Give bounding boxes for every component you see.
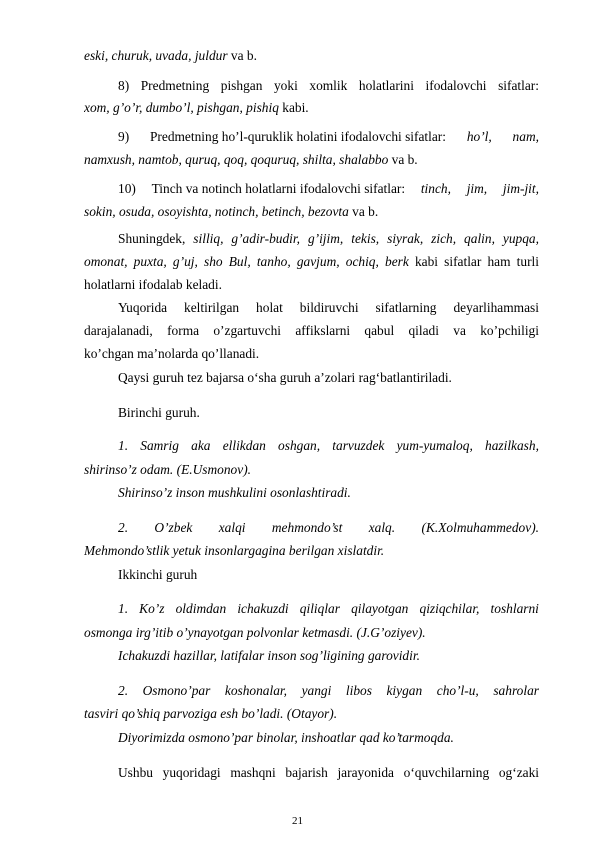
- word: 1.: [118, 601, 129, 616]
- text-line: [118, 483, 539, 503]
- text-line: [118, 298, 539, 318]
- text-line: [84, 704, 539, 724]
- word: tarvuzdek: [332, 438, 385, 453]
- word: Ushbu: [118, 765, 153, 780]
- text-line: [84, 460, 539, 480]
- text-segment: osmonga irg’itib o’ynayotgan polvonlar ketmasdi. (J.G’oziyev).: [84, 625, 426, 640]
- word: affikslarni: [295, 323, 351, 338]
- word: darajalanadi,: [84, 323, 153, 338]
- word: jim-jit,: [502, 181, 539, 196]
- word: mehmondo’st: [271, 520, 343, 535]
- word: aka: [191, 438, 211, 453]
- word: yangi: [301, 683, 332, 698]
- word: Shuningdek,: [118, 231, 186, 246]
- text-line: [84, 202, 539, 222]
- text-segment: eski, churuk, uvada, juldur: [84, 48, 228, 63]
- word: oshgan,: [278, 438, 321, 453]
- text-line: [84, 541, 539, 561]
- word: O’zbek: [154, 520, 193, 535]
- word: gavjum,: [296, 254, 340, 269]
- word: yum-yumaloq,: [396, 438, 473, 453]
- word: ifodalovchi: [425, 78, 487, 93]
- word: Samrig: [140, 438, 179, 453]
- text-line: [118, 179, 539, 199]
- word: kiygan: [386, 683, 423, 698]
- word: turli: [516, 254, 539, 269]
- word: koshonalar,: [224, 683, 287, 698]
- word: ellikdan: [222, 438, 266, 453]
- text-line: [118, 681, 539, 701]
- text-line: [84, 46, 539, 66]
- word: Predmetning: [140, 78, 210, 93]
- word: 8): [118, 78, 130, 93]
- word: oldimdan: [175, 601, 227, 616]
- word: (K.Xolmuhammedov).: [421, 520, 539, 535]
- word: toshlarni: [490, 601, 539, 616]
- word: omonat,: [84, 254, 128, 269]
- word: tinch,: [420, 181, 451, 196]
- word: cho’l-u,: [436, 683, 479, 698]
- word: holatlarini: [358, 78, 414, 93]
- word: xalqi: [218, 520, 246, 535]
- word: sho: [203, 254, 223, 269]
- word: siyrak,: [387, 231, 424, 246]
- word: ham: [487, 254, 511, 269]
- word: qabul: [364, 323, 395, 338]
- text-line: [118, 763, 539, 783]
- text-segment: Diyorimizda osmono’par binolar, inshoatlar qad ko’tarmoqda.: [118, 730, 454, 745]
- word: holat: [256, 300, 283, 315]
- word: ichakuzdi: [237, 601, 289, 616]
- text-segment: Shirinso’z inson mushkulini osonlashtiradi.: [118, 485, 351, 500]
- word: bajarish: [285, 765, 328, 780]
- word: qiziqchilar,: [419, 601, 480, 616]
- word: 9): [118, 129, 130, 144]
- word: tekis,: [351, 231, 380, 246]
- word: 1.: [118, 438, 129, 453]
- text-line: [118, 127, 539, 147]
- text-segment: Ichakuzdi hazillar, latifalar inson sog’ligining garovidir.: [118, 648, 420, 663]
- text-line: [118, 728, 539, 748]
- text-line: [84, 252, 539, 272]
- word: xalq.: [368, 520, 396, 535]
- word: deyarlihammasi: [453, 300, 539, 315]
- word: xomlik: [309, 78, 348, 93]
- word: ochiq,: [345, 254, 379, 269]
- word: Osmono’par: [142, 683, 211, 698]
- text-segment: namxush, namtob, quruq, qoq, qoquruq, shilta, shalabbo: [84, 152, 389, 167]
- text-line: [118, 599, 539, 619]
- text-segment: Mehmondo’stlik yetuk insonlargagina berilgan xislatdir.: [84, 543, 385, 558]
- text-segment: ko’chgan ma’nolarda qo’llanadi.: [84, 346, 260, 361]
- word: qalin,: [464, 231, 495, 246]
- text-segment: Ikkinchi guruh: [118, 567, 198, 582]
- word: jim,: [466, 181, 488, 196]
- word: 2.: [118, 683, 129, 698]
- word: ko’pchiligi: [480, 323, 539, 338]
- word: silliq,: [193, 231, 224, 246]
- text-line: [118, 646, 539, 666]
- word: puxta,: [133, 254, 167, 269]
- page-number: 21: [292, 815, 303, 827]
- text-segment: va b.: [388, 152, 418, 167]
- word: mashqni: [230, 765, 276, 780]
- word: g’ijim,: [307, 231, 344, 246]
- text-segment: xom, g’o’r, dumbo’l, pishgan, pishiq: [84, 100, 279, 115]
- text-line: [118, 436, 539, 456]
- text-segment: kabi.: [278, 100, 309, 115]
- word: jarayonida: [337, 765, 394, 780]
- word: sahrolar: [493, 683, 539, 698]
- word: tanho,: [256, 254, 291, 269]
- word: va: [453, 323, 466, 338]
- word: libos: [345, 683, 372, 698]
- text-segment: va b.: [348, 204, 379, 219]
- word: o’zgartuvchi: [213, 323, 282, 338]
- text-segment: tasviri qo’shiq parvoziga esh bo’ladi. (Otayor).: [84, 706, 338, 721]
- word: bildiruvchi: [299, 300, 359, 315]
- word: berk: [385, 254, 409, 269]
- word: o‘quvchilarning: [403, 765, 490, 780]
- word: pishgan: [220, 78, 263, 93]
- text-line: [118, 368, 539, 388]
- text-line: [84, 623, 539, 643]
- word: Bul,: [228, 254, 251, 269]
- word: g’uj,: [172, 254, 198, 269]
- word: keltirilgan: [184, 300, 240, 315]
- text-line: [118, 565, 539, 585]
- word: hazilkash,: [485, 438, 539, 453]
- text-line: [84, 321, 539, 341]
- word: Predmetning ho’l-quruklik holatini ifodalovchi sifatlar:: [149, 129, 446, 144]
- text-segment: sokin, osuda, osoyishta, notinch, betinch, bezovta: [84, 204, 349, 219]
- text-line: [118, 518, 539, 538]
- text-line: [118, 403, 539, 423]
- word: nam,: [512, 129, 539, 144]
- word: ho’l,: [466, 129, 492, 144]
- text-segment: Qaysi guruh tez bajarsa o‘sha guruh a’zolari rag‘batlantiriladi.: [118, 370, 452, 385]
- word: Tinch va notinch holatlarni ifodalovchi sifatlar:: [151, 181, 406, 196]
- word: zich,: [431, 231, 457, 246]
- text-line: [84, 150, 539, 170]
- word: sifatlar: [444, 254, 482, 269]
- word: qiliqlar: [299, 601, 340, 616]
- word: g’adir-budir,: [231, 231, 300, 246]
- word: 2.: [118, 520, 129, 535]
- text-segment: shirinso’z odam. (E.Usmonov).: [84, 462, 252, 477]
- word: sifatlarning: [375, 300, 437, 315]
- word: og‘zaki: [498, 765, 539, 780]
- word: forma: [167, 323, 200, 338]
- text-segment: va b.: [227, 48, 257, 63]
- word: yupqa,: [502, 231, 539, 246]
- text-segment: holatlarni ifodalab keladi.: [84, 277, 222, 292]
- word: yoki: [273, 78, 298, 93]
- text-line: [118, 229, 539, 249]
- word: qiladi: [408, 323, 439, 338]
- word: 10): [118, 181, 136, 196]
- word: yuqoridagi: [162, 765, 221, 780]
- text-line: [118, 76, 539, 96]
- word: sifatlar:: [498, 78, 539, 93]
- text-line: [84, 344, 539, 364]
- text-line: [84, 98, 539, 118]
- text-line: [84, 275, 539, 295]
- word: Ko’z: [139, 601, 165, 616]
- word: Yuqorida: [118, 300, 168, 315]
- text-segment: Birinchi guruh.: [118, 405, 200, 420]
- word: qilayotgan: [351, 601, 409, 616]
- word: kabi: [414, 254, 438, 269]
